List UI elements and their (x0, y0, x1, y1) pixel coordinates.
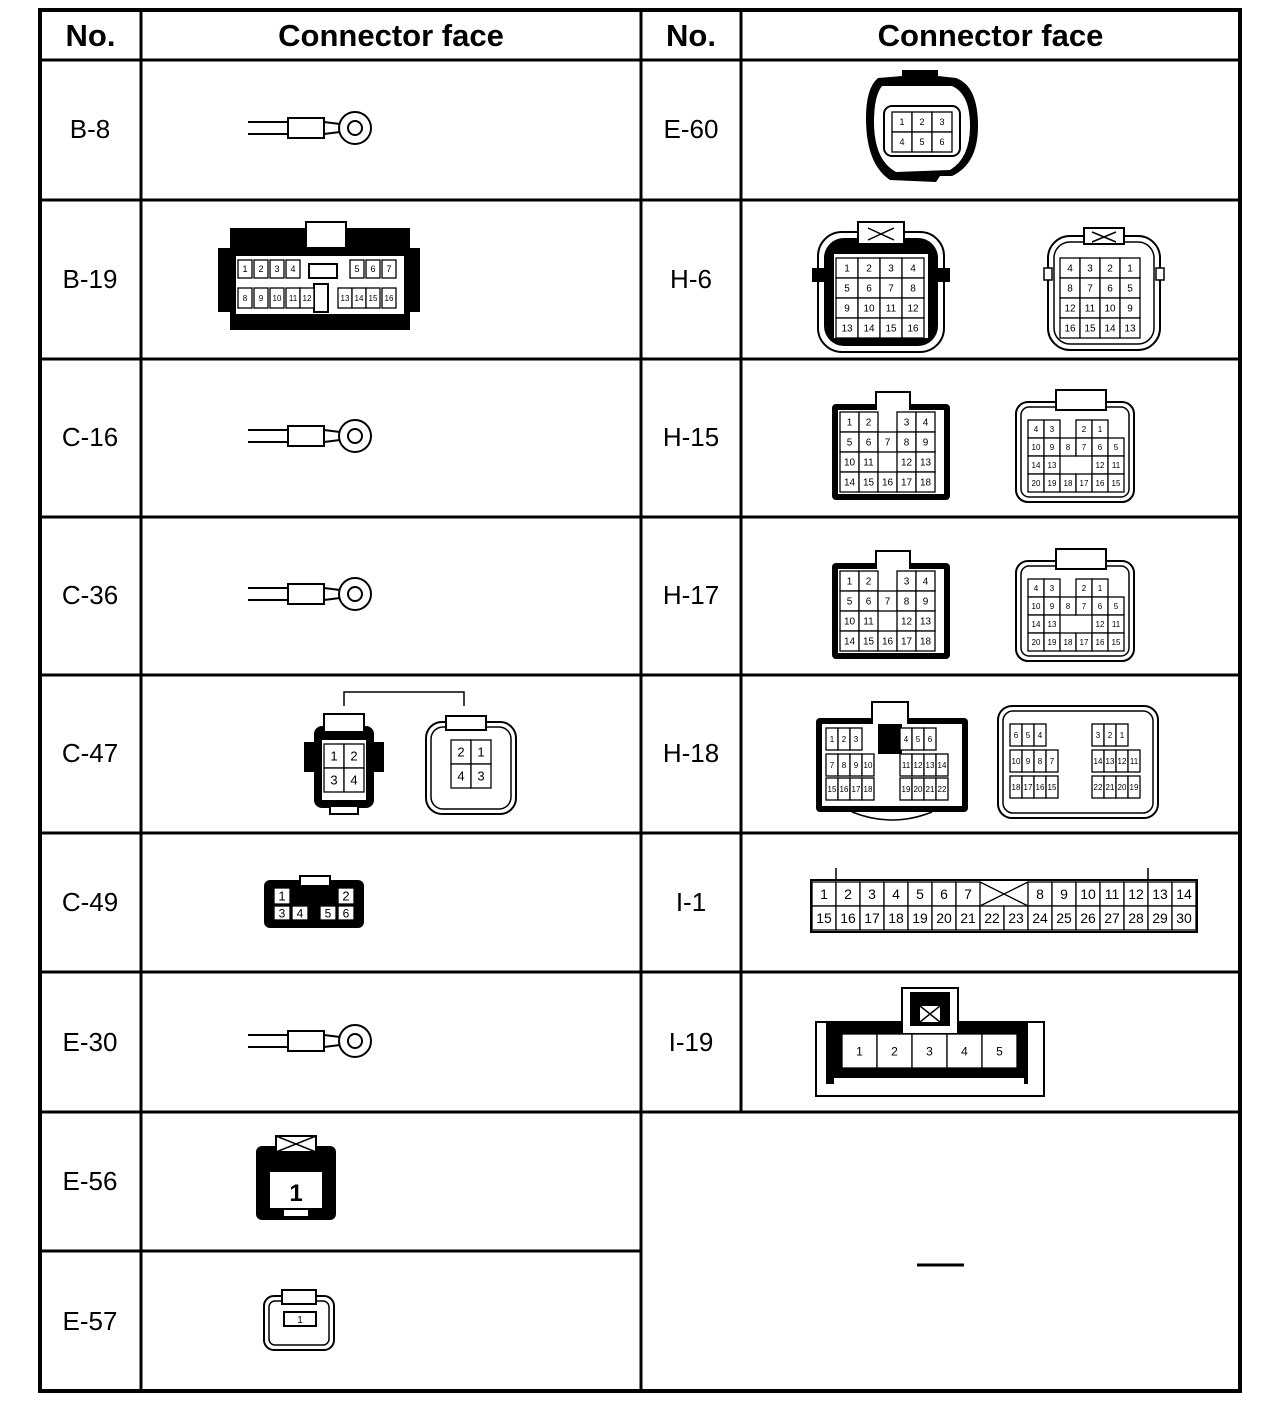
pin-label: 2 (1081, 583, 1087, 593)
pin-label: 2 (457, 744, 465, 760)
pin-label: 6 (1097, 442, 1103, 452)
pin-label: 2 (841, 734, 847, 744)
pin-label: 5 (354, 264, 360, 275)
pin-label: 6 (866, 283, 872, 295)
pin-label: 16 (384, 293, 394, 303)
pin-label: 30 (1176, 910, 1192, 927)
pin-label: 13 (340, 293, 350, 303)
pin-label: 4 (1033, 583, 1039, 593)
pin-label: 20 (1031, 478, 1041, 488)
pin-label: 8 (910, 283, 916, 295)
pin-label: 20 (913, 784, 923, 794)
pin-label: 4 (290, 264, 296, 275)
pin-label: 16 (1095, 478, 1105, 488)
pin-label: 7 (888, 283, 894, 295)
pin-label: 2 (891, 1044, 898, 1059)
pin-label: 2 (919, 117, 925, 128)
pin-label: 9 (1025, 756, 1031, 766)
pin-label: 13 (1047, 460, 1057, 470)
pin-label: 6 (865, 437, 872, 449)
pin-label: 12 (1117, 756, 1127, 766)
pin-label: 15 (862, 636, 875, 648)
pin-label: 2 (258, 264, 264, 275)
pin-label: 1 (1097, 583, 1103, 593)
pin-label: 6 (940, 886, 948, 903)
e57-connector-face (254, 1286, 344, 1356)
pin-label: 8 (1067, 283, 1073, 295)
i1-connector-face (804, 868, 1204, 938)
pin-label: 1 (1119, 730, 1125, 740)
pin-label: 10 (1104, 303, 1116, 315)
pin-label: 26 (1080, 910, 1096, 927)
pin-label: 8 (841, 760, 847, 770)
pin-label: 1 (289, 1180, 303, 1207)
pin-label: 6 (342, 906, 350, 921)
pin-label: 12 (302, 293, 312, 303)
c49-connector-face (260, 874, 370, 934)
pin-label: 14 (937, 760, 947, 770)
pin-label: 10 (1031, 442, 1041, 452)
pin-label: 19 (1047, 478, 1057, 488)
row-code: I-19 (668, 1027, 714, 1057)
pin-label: 1 (1127, 263, 1133, 275)
pin-label: 18 (1063, 637, 1073, 647)
pin-label: 17 (1079, 478, 1089, 488)
row-code: H-18 (662, 738, 720, 768)
pin-label: 6 (370, 264, 376, 275)
pin-label: 4 (910, 263, 916, 275)
pin-label: 5 (916, 886, 924, 903)
pin-label: 1 (844, 263, 850, 275)
pin-label: 12 (907, 303, 919, 315)
pin-label: 25 (1056, 910, 1072, 927)
pin-label: 1 (242, 264, 248, 275)
pin-label: 5 (1113, 601, 1119, 611)
pin-label: 16 (1095, 637, 1105, 647)
pin-label: 2 (342, 888, 350, 904)
pin-label: 19 (1129, 782, 1139, 792)
pin-label: 16 (839, 784, 849, 794)
e60-connector-face (856, 68, 986, 188)
h17-connector-pair (826, 543, 1146, 673)
pin-label: 12 (1128, 886, 1144, 903)
pin-label: 12 (900, 616, 913, 628)
pin-label: 10 (272, 293, 282, 303)
pin-label: 2 (844, 886, 852, 903)
pin-label: 21 (960, 910, 976, 927)
pin-label: 7 (1049, 756, 1055, 766)
pin-label: 1 (330, 748, 338, 764)
pin-label: 15 (1084, 323, 1096, 335)
ring-terminal-icon (240, 416, 380, 456)
pin-label: 6 (1097, 601, 1103, 611)
pin-label: 3 (274, 264, 280, 275)
pin-label: 7 (829, 760, 835, 770)
pin-label: 14 (843, 636, 856, 648)
pin-label: 16 (881, 477, 894, 489)
pin-label: 11 (863, 457, 874, 469)
pin-label: 19 (901, 784, 911, 794)
pin-label: 14 (1031, 460, 1041, 470)
pin-label: 22 (1093, 782, 1103, 792)
pin-label: 12 (1095, 619, 1105, 629)
pin-label: 5 (844, 283, 850, 295)
pin-label: 5 (996, 1044, 1003, 1059)
pin-label: 6 (865, 596, 872, 608)
pin-label: 18 (919, 477, 932, 489)
pin-label: 3 (477, 768, 485, 784)
pin-label: 18 (888, 910, 904, 927)
pin-label: 6 (1107, 283, 1113, 295)
row-code: E-60 (663, 114, 719, 144)
pin-label: 18 (863, 784, 873, 794)
pin-label: 4 (899, 137, 905, 148)
pin-label: 3 (903, 576, 910, 588)
pin-label: 14 (1031, 619, 1041, 629)
pin-label: 8 (1065, 601, 1071, 611)
c47-connector-pair (300, 688, 530, 823)
pin-label: 3 (926, 1044, 933, 1059)
pin-label: 8 (1036, 886, 1044, 903)
pin-label: 11 (1104, 886, 1120, 903)
pin-label: 9 (1049, 442, 1055, 452)
pin-label: 12 (1095, 460, 1105, 470)
b19-connector-face (214, 218, 424, 338)
pin-label: 1 (829, 734, 835, 744)
pin-label: 14 (354, 293, 364, 303)
pin-label: 13 (1124, 323, 1136, 335)
row-code: H-6 (670, 264, 712, 294)
pin-label: 3 (1087, 263, 1093, 275)
pin-label: 4 (1033, 424, 1039, 434)
pin-label: 13 (1105, 756, 1115, 766)
pin-label: 21 (1105, 782, 1115, 792)
pin-label: 1 (1097, 424, 1103, 434)
pin-label: 5 (1127, 283, 1133, 295)
pin-label: 15 (827, 784, 837, 794)
pin-label: 9 (258, 293, 264, 303)
pin-label: 11 (885, 303, 897, 315)
pin-label: 7 (1087, 283, 1093, 295)
pin-label: 8 (242, 293, 248, 303)
pin-label: 3 (868, 886, 876, 903)
pin-label: 3 (903, 417, 910, 429)
pin-label: 1 (820, 886, 828, 903)
pin-label: 9 (1127, 303, 1133, 315)
pin-label: 2 (1081, 424, 1087, 434)
h18-connector-pair (812, 698, 1162, 828)
pin-label: 3 (939, 117, 945, 128)
pin-label: 5 (324, 906, 332, 921)
pin-label: 16 (907, 323, 919, 335)
pin-label: 14 (843, 477, 856, 489)
pin-label: 4 (903, 734, 909, 744)
pin-label: 15 (885, 323, 897, 335)
pin-label: 22 (984, 910, 1000, 927)
pin-label: 10 (843, 457, 856, 469)
pin-label: 14 (863, 323, 875, 335)
pin-label: 14 (1093, 756, 1103, 766)
pin-label: 3 (278, 906, 286, 921)
pin-label: 6 (1013, 730, 1019, 740)
pin-label: 11 (901, 760, 911, 770)
h6-connector-pair (808, 216, 1188, 356)
pin-label: 24 (1032, 910, 1048, 927)
pin-label: 4 (1037, 730, 1043, 740)
pin-label: 28 (1128, 910, 1144, 927)
pin-label: 5 (846, 437, 853, 449)
pin-label: 12 (913, 760, 923, 770)
row-code: H-15 (662, 422, 720, 452)
pin-label: 19 (912, 910, 928, 927)
pin-label: 3 (888, 263, 894, 275)
pin-label: 9 (922, 596, 929, 608)
pin-label: 6 (939, 137, 945, 148)
pin-label: 7 (884, 596, 891, 608)
pin-label: 4 (457, 768, 465, 784)
pin-label: 11 (863, 616, 874, 628)
pin-label: 1 (278, 888, 286, 904)
pin-label: 21 (925, 784, 935, 794)
h15-connector-pair (826, 384, 1146, 514)
pin-label: 3 (330, 772, 338, 788)
pin-label: 18 (1011, 782, 1021, 792)
pin-label: 23 (1008, 910, 1024, 927)
pin-label: 5 (919, 137, 925, 148)
pin-label: 10 (1011, 756, 1021, 766)
pin-label: 1 (846, 417, 853, 429)
pin-label: 9 (1060, 886, 1068, 903)
pin-label: 13 (841, 323, 853, 335)
pin-label: 16 (1035, 782, 1045, 792)
pin-label: 4 (922, 576, 929, 588)
pin-label: 8 (1065, 442, 1071, 452)
pin-label: 4 (1067, 263, 1073, 275)
row-code: H-17 (662, 580, 720, 610)
row-code: E-30 (62, 1027, 118, 1057)
pin-label: 1 (899, 117, 905, 128)
header-no-right: No. (666, 18, 716, 53)
pin-label: 5 (1025, 730, 1031, 740)
ring-terminal-icon (240, 108, 380, 148)
pin-label: 12 (900, 457, 913, 469)
row-code: C-49 (61, 887, 119, 917)
i19-connector-face (812, 984, 1052, 1104)
ring-terminal-icon (240, 1021, 380, 1061)
pin-label: 11 (1111, 460, 1121, 470)
pin-label: 11 (1129, 756, 1139, 766)
pin-label: 9 (1049, 601, 1055, 611)
pin-label: 15 (1111, 478, 1121, 488)
pin-label: 15 (368, 293, 378, 303)
pin-label: 17 (1079, 637, 1089, 647)
pin-label: 5 (1113, 442, 1119, 452)
pin-label: 7 (1081, 601, 1087, 611)
pin-label: 3 (1049, 583, 1055, 593)
e56-connector-face (252, 1134, 342, 1224)
pin-label: 1 (297, 1315, 303, 1326)
pin-label: 20 (1117, 782, 1127, 792)
pin-label: 8 (1037, 756, 1043, 766)
pin-label: 11 (288, 293, 298, 303)
pin-label: 9 (844, 303, 850, 315)
pin-label: 2 (1107, 730, 1113, 740)
pin-label: 7 (884, 437, 891, 449)
pin-label: 15 (1111, 637, 1121, 647)
header-connector-face-right: Connector face (877, 18, 1104, 53)
pin-label: 4 (350, 772, 358, 788)
pin-label: 9 (853, 760, 859, 770)
pin-label: 20 (936, 910, 952, 927)
pin-label: 4 (922, 417, 929, 429)
pin-label: 16 (840, 910, 856, 927)
pin-label: 11 (1084, 303, 1096, 315)
row-code: B-19 (62, 264, 118, 294)
pin-label: 3 (853, 734, 859, 744)
pin-label: 7 (964, 886, 972, 903)
pin-label: 14 (1104, 323, 1116, 335)
row-code: C-47 (61, 738, 119, 768)
pin-label: 2 (350, 748, 358, 764)
pin-label: 1 (846, 576, 853, 588)
pin-label: 2 (865, 576, 872, 588)
pin-label: 27 (1104, 910, 1120, 927)
pin-label: 11 (1111, 619, 1121, 629)
pin-label: 18 (1063, 478, 1073, 488)
pin-label: 17 (1023, 782, 1033, 792)
pin-label: 19 (1047, 637, 1057, 647)
pin-label: 15 (862, 477, 875, 489)
pin-label: 5 (915, 734, 921, 744)
pin-label: 3 (1095, 730, 1101, 740)
pin-label: 4 (892, 886, 900, 903)
pin-label: 6 (927, 734, 933, 744)
pin-label: 13 (919, 457, 932, 469)
pin-label: 2 (866, 263, 872, 275)
pin-label: 12 (1064, 303, 1076, 315)
pin-label: 16 (881, 636, 894, 648)
pin-label: 17 (900, 477, 913, 489)
pin-label: 10 (863, 303, 875, 315)
pin-label: 5 (846, 596, 853, 608)
header-connector-face-left: Connector face (278, 18, 504, 53)
pin-label: 15 (1047, 782, 1057, 792)
row-code: C-16 (61, 422, 119, 452)
pin-label: 15 (816, 910, 832, 927)
pin-label: 10 (1080, 886, 1096, 903)
pin-label: 13 (1152, 886, 1168, 903)
row-code: I-1 (675, 887, 707, 917)
pin-label: 2 (865, 417, 872, 429)
pin-label: 17 (851, 784, 861, 794)
pin-label: 20 (1031, 637, 1041, 647)
pin-label: 4 (296, 906, 304, 921)
row-code: C-36 (61, 580, 119, 610)
pin-label: 8 (903, 596, 910, 608)
pin-label: 1 (477, 744, 485, 760)
header-no-left: No. (65, 18, 116, 53)
pin-label: 7 (386, 264, 392, 275)
pin-label: 13 (925, 760, 935, 770)
pin-label: 8 (903, 437, 910, 449)
pin-label: 17 (864, 910, 880, 927)
pin-label: 10 (843, 616, 856, 628)
ring-terminal-icon (240, 574, 380, 614)
pin-label: 18 (919, 636, 932, 648)
pin-label: 17 (900, 636, 913, 648)
row-code: B-8 (69, 114, 111, 144)
pin-label: 16 (1064, 323, 1076, 335)
pin-label: 10 (1031, 601, 1041, 611)
pin-label: 7 (1081, 442, 1087, 452)
pin-label: 29 (1152, 910, 1168, 927)
pin-label: 10 (863, 760, 873, 770)
pin-label: 2 (1107, 263, 1113, 275)
pin-label: 13 (1047, 619, 1057, 629)
pin-label: 9 (922, 437, 929, 449)
pin-label: 4 (961, 1044, 968, 1059)
pin-label: 14 (1176, 886, 1192, 903)
pin-label: 1 (856, 1044, 863, 1059)
row-code: E-56 (62, 1166, 118, 1196)
pin-label: 13 (919, 616, 932, 628)
pin-label: 22 (937, 784, 947, 794)
pin-label: 3 (1049, 424, 1055, 434)
row-code: E-57 (62, 1306, 118, 1336)
